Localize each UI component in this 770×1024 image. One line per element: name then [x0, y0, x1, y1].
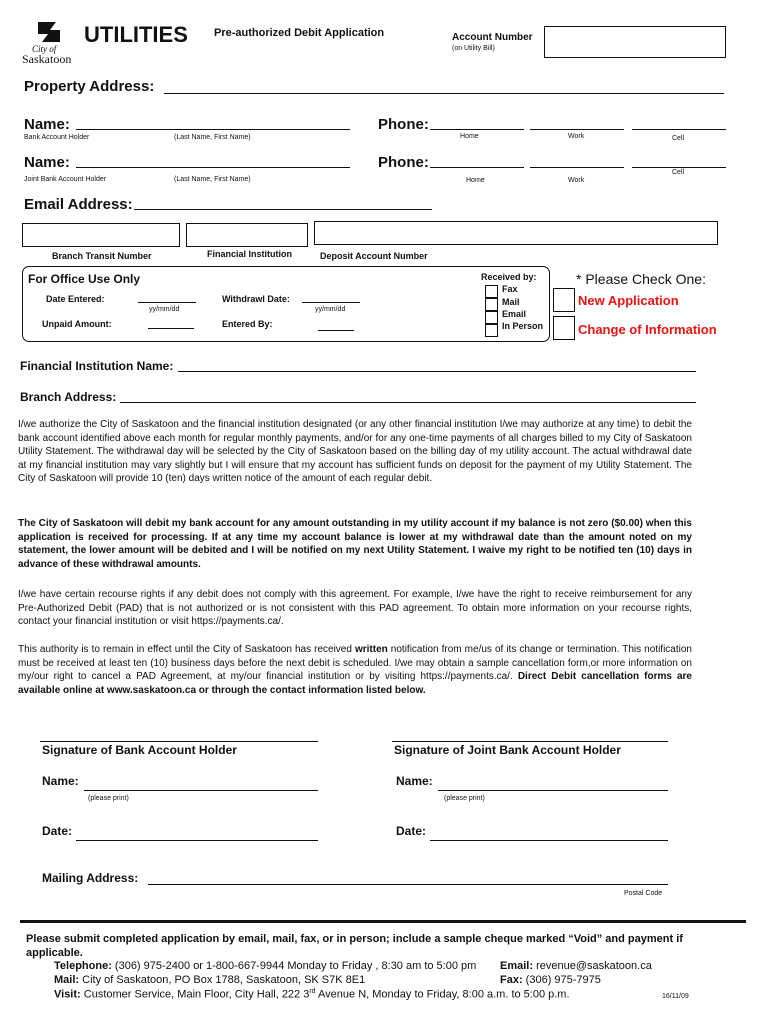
- deposit-account-caption: Deposit Account Number: [320, 251, 428, 261]
- termination-paragraph: [18, 643, 692, 697]
- form-subtitle: Pre-authorized Debit Application: [214, 27, 385, 39]
- branch-address-label: Branch Address:: [20, 390, 117, 404]
- fax-label: Fax:: [500, 974, 523, 986]
- city-logo: [22, 18, 82, 66]
- branch-transit-box[interactable]: [22, 223, 180, 247]
- holder-signature-line[interactable]: [40, 741, 318, 742]
- joint-phone-home-caption: Home: [466, 177, 485, 184]
- holder-name-field[interactable]: [76, 129, 350, 130]
- mail-value: City of Saskatoon, PO Box 1788, Saskatoon, SK S7K 8E1: [79, 974, 366, 986]
- termination-written: written: [354, 644, 388, 655]
- joint-print-name-label: Name:: [396, 774, 433, 788]
- holder-caption: Bank Account Holder: [24, 134, 90, 141]
- holder-phone-cell-caption: Cell: [672, 135, 685, 142]
- joint-name-hint: (Last Name, First Name): [174, 176, 251, 183]
- received-mail-label: Mail: [502, 297, 520, 307]
- change-information-checkbox[interactable]: [553, 316, 575, 340]
- logo-city-of: City of: [32, 44, 57, 54]
- branch-transit-caption: Branch Transit Number: [52, 251, 152, 261]
- holder-date-field[interactable]: [76, 840, 318, 841]
- holder-phone-home-caption: Home: [460, 133, 479, 140]
- email-contact-line: [500, 960, 652, 972]
- form-date: 16/11/09: [662, 993, 689, 1000]
- visit-line: [54, 988, 570, 1001]
- cancellation-forms-note: Direct Debit cancellation forms are available online at www.saskatoon.ca or through the contact information listed below.: [18, 671, 692, 696]
- holder-date-label: Date:: [42, 824, 73, 838]
- account-number-field[interactable]: [544, 26, 726, 58]
- holder-name-hint: (Last Name, First Name): [174, 134, 251, 141]
- branch-address-field[interactable]: [120, 402, 696, 403]
- date-entered-field[interactable]: [138, 302, 196, 303]
- received-fax-checkbox[interactable]: [485, 285, 498, 298]
- fax-line: [500, 974, 601, 986]
- city-logo-icon: [34, 18, 64, 46]
- holder-print-name-field[interactable]: [84, 790, 318, 791]
- footer-divider: [20, 920, 746, 923]
- check-one-title: * Please Check One:: [576, 271, 706, 287]
- change-information-label: Change of Information: [578, 322, 717, 337]
- holder-phone-cell-field[interactable]: [632, 129, 726, 130]
- visit-value-a: Customer Service, Main Floor, City Hall, 222 3: [80, 988, 310, 1001]
- holder-phone-label: Phone:: [378, 116, 429, 133]
- joint-signature-label: Signature of Joint Bank Account Holder: [394, 743, 621, 757]
- fax-value: (306) 975-7975: [522, 974, 601, 986]
- holder-print-name-label: Name:: [42, 774, 79, 788]
- date-entered-label: Date Entered:: [46, 294, 105, 304]
- received-email-label: Email: [502, 309, 527, 319]
- joint-phone-work-caption: Work: [568, 177, 585, 184]
- received-in-person-checkbox[interactable]: [485, 324, 498, 337]
- joint-phone-home-field[interactable]: [430, 167, 524, 168]
- received-email-checkbox[interactable]: [485, 311, 498, 324]
- property-address-field[interactable]: [164, 93, 724, 94]
- entered-by-label: Entered By:: [222, 319, 273, 329]
- email-contact-value[interactable]: revenue@saskatoon.ca: [533, 960, 652, 972]
- institution-name-label: Financial Institution Name:: [20, 359, 174, 373]
- mailing-address-label: Mailing Address:: [42, 871, 139, 885]
- debit-notice-paragraph: The City of Saskatoon will debit my bank account for any amount outstanding in my utility account if my balance is not zero ($0.00) when this application is received for processing. If at any time my account balance is lower at my withdrawal date than the amount noted on my statement, the lower amount will be debited and I will be notified on my next Utility Statement. I waive my right to be notified ten (10) days in advance of these withdrawal amounts.: [18, 518, 692, 570]
- holder-please-print: (please print): [88, 795, 129, 802]
- joint-phone-cell-caption: Cell: [672, 169, 685, 176]
- date-entered-format: yy/mm/dd: [149, 306, 180, 313]
- telephone-line: [54, 960, 476, 972]
- received-in-person-label: In Person: [502, 321, 544, 331]
- termination-text-b: notification from me/us of its change or termination. This notification must be received at least ten (10) business days before the next debit is scheduled. I/we may obtain a sample cancellation form,or more information on my/our right to cancel a PAD Agreement, at my/our financial institution or by visiting https://payments.ca/.: [18, 644, 692, 683]
- visit-value-b: Avenue N, Monday to Friday, 8:00 a.m. to 5:00 p.m.: [315, 988, 570, 1001]
- withdrawal-date-format: yy/mm/dd: [315, 306, 346, 313]
- joint-please-print: (please print): [444, 795, 485, 802]
- holder-phone-work-field[interactable]: [530, 129, 624, 130]
- visit-label: Visit:: [54, 988, 81, 1001]
- telephone-label: Telephone:: [54, 960, 112, 972]
- telephone-value: (306) 975-2400 or 1-800-667-9944 Monday to Friday , 8:30 am to 5:00 pm: [111, 960, 477, 972]
- joint-date-label: Date:: [396, 824, 427, 838]
- holder-name-label: Name:: [24, 116, 70, 133]
- joint-date-field[interactable]: [430, 840, 668, 841]
- authorization-paragraph: I/we authorize the City of Saskatoon and the financial institution designated (or any other financial institution I/we may authorize at any time) to debit the bank account identified above each month for regular monthly payments, and/or for any one-time payments of all charges billed to my City of Saskatoon Utility Statement. The withdrawal day will be selected by the City of Saskatoon based on the billing day of my utility account. The actual withdrawal date at my financial institution may vary slightly but I will ensure that my account has sufficient funds on deposit for the payment of my Utility Statement. The City of Saskatoon will provide 10 (ten) days written notice of the amount of each regular debit.: [18, 419, 692, 485]
- postal-code-caption: Postal Code: [624, 890, 663, 897]
- institution-caption: Financial Institution: [207, 249, 292, 259]
- new-application-label: New Application: [578, 293, 679, 308]
- withdrawal-date-label: Withdrawl Date:: [222, 294, 290, 304]
- email-address-field[interactable]: [134, 209, 432, 210]
- entered-by-field[interactable]: [318, 330, 354, 331]
- email-address-label: Email Address:: [24, 196, 133, 213]
- withdrawal-date-field[interactable]: [302, 302, 360, 303]
- joint-name-field[interactable]: [76, 167, 350, 168]
- account-number-label: Account Number: [452, 32, 533, 43]
- received-fax-label: Fax: [502, 284, 518, 294]
- email-contact-label: Email:: [500, 960, 534, 972]
- joint-caption: Joint Bank Account Holder: [24, 176, 107, 183]
- joint-phone-work-field[interactable]: [530, 167, 624, 168]
- unpaid-amount-field[interactable]: [148, 328, 194, 329]
- visit-sup: rd: [309, 988, 316, 995]
- holder-signature-label: Signature of Bank Account Holder: [42, 743, 237, 757]
- unpaid-amount-label: Unpaid Amount:: [42, 319, 112, 329]
- holder-phone-work-caption: Work: [568, 133, 585, 140]
- joint-phone-cell-field[interactable]: [632, 167, 726, 168]
- property-address-label: Property Address:: [24, 78, 155, 95]
- joint-phone-label: Phone:: [378, 154, 429, 171]
- termination-text-a: This authority is to remain in effect until the City of Saskatoon has received: [18, 644, 355, 655]
- logo-saskatoon: Saskatoon: [22, 52, 72, 66]
- institution-name-field[interactable]: [178, 371, 696, 372]
- joint-name-label: Name:: [24, 154, 70, 171]
- office-use-title: For Office Use Only: [28, 272, 141, 286]
- mailing-address-field[interactable]: [148, 884, 668, 885]
- page-title: UTILITIES: [84, 22, 188, 47]
- recourse-paragraph: I/we have certain recourse rights if any debit does not comply with this agreement. For example, I/we have the right to receive reimbursement for any Pre-Authorized Debit (PAD) that is not authorized or is not consistent with this PAD agreement. To obtain more information on your recourse rights, contact your financial institution or visit https://payments.ca/.: [18, 589, 692, 628]
- account-number-note: (on Utility Bill): [452, 45, 495, 52]
- deposit-account-box[interactable]: [314, 221, 718, 245]
- holder-phone-home-field[interactable]: [430, 129, 524, 130]
- joint-print-name-field[interactable]: [438, 790, 668, 791]
- submit-instructions: Please submit completed application by email, mail, fax, or in person; include a sample cheque marked “Void” and payment if applicable.: [26, 933, 683, 959]
- joint-signature-line[interactable]: [392, 741, 668, 742]
- new-application-checkbox[interactable]: [553, 288, 575, 312]
- received-mail-checkbox[interactable]: [485, 298, 498, 311]
- mail-line: [54, 974, 365, 986]
- mail-label: Mail:: [54, 974, 80, 986]
- institution-box[interactable]: [186, 223, 308, 247]
- received-by-label: Received by:: [481, 272, 537, 282]
